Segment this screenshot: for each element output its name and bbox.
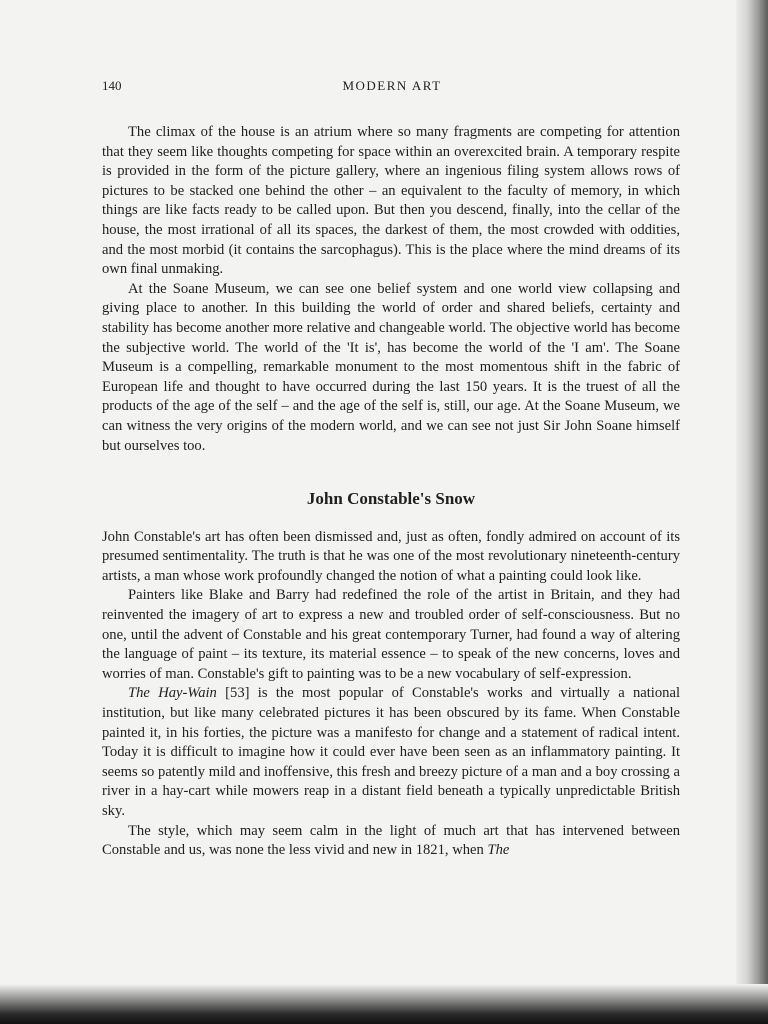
paragraph-hay-wain	[102, 684, 680, 821]
paragraph: At the Soane Museum, we can see one belief system and one world view collapsing and giving place to another. In this building the world of order and shared beliefs, certainty and stability has become another more relative and changeable world. The objective world has become the subjective world. The world of the 'It is', has become the world of the 'I am'. The Soane Museum is a compelling, remarkable monument to the most momentous shift in the fabric of European life and thought to have occurred during the last 150 years. It is the truest of all the products of the age of the self – and the age of the self is, still, our age. At the Soane Museum, we can witness the very origins of the modern world, and we can see not just Sir John Soane himself but ourselves too.	[102, 280, 680, 454]
page-edge-right	[736, 0, 768, 1024]
page-header	[102, 78, 682, 98]
paragraph-last	[102, 822, 680, 861]
paragraph: Painters like Blake and Barry had redefined the role of the artist in Britain, and they had reinvented the imagery of art to express a new and troubled order of self-consciousness. But no one, until the advent of Constable and his great contemporary Turner, had found a way of altering the language of paint – its texture, its material essence – to speak of the new concerns, loves and worries of man. Constable's gift to painting was to be a new vocabulary of self-expression.	[102, 587, 680, 682]
page-edge-bottom	[0, 984, 768, 1024]
artwork-title: The Hay-Wain	[128, 685, 217, 702]
section-heading: John Constable's Snow	[306, 489, 476, 509]
paragraph: The climax of the house is an atrium where so many fragments are competing for attention that they seem like thoughts competing for space within an overexcited brain. A temporary respite is provided in the form of the picture gallery, where an ingenious filing system allows rows of pictures to be stacked one behind the other – an equivalent to the faculty of memory, in which things are like facts ready to be called upon. But then you descend, finally, into the cellar of the house, the most irrational of all its spaces, the darkest of them, the most crowded with oddities, and the most morbid (it contains the sarcophagus). This is the place where the mind dreams of its own final unmaking.	[102, 124, 680, 278]
paragraph-text: The style, which may seem calm in the light of much art that has intervened between Constable and us, was none the less vivid and new in 1821, when	[102, 822, 680, 859]
body-text	[102, 123, 680, 861]
trailing-italic: The	[487, 842, 510, 859]
paragraph: John Constable's art has often been dismissed and, just as often, fondly admired on account of its presumed sentimentality. The truth is that he was one of the most revolutionary nineteenth-century artists, a man whose work profoundly changed the notion of what a painting could look like.	[102, 528, 680, 584]
paragraph-text: [53] is the most popular of Constable's works and virtually a national institution, but like many celebrated pictures it has been obscured by its fame. When Constable painted it, in his forties, the picture was a manifesto for change and a statement of radical intent. Today it is difficult to imagine how it could ever have been seen as an inflammatory painting. It seems so patently mild and inoffensive, this fresh and breezy picture of a man and a boy crossing a river in a hay-cart while mowers reap in a distant field beneath a typically unpredictable British sky.	[102, 685, 680, 819]
page-number: 140	[102, 78, 122, 93]
running-head: MODERN ART	[342, 78, 442, 93]
